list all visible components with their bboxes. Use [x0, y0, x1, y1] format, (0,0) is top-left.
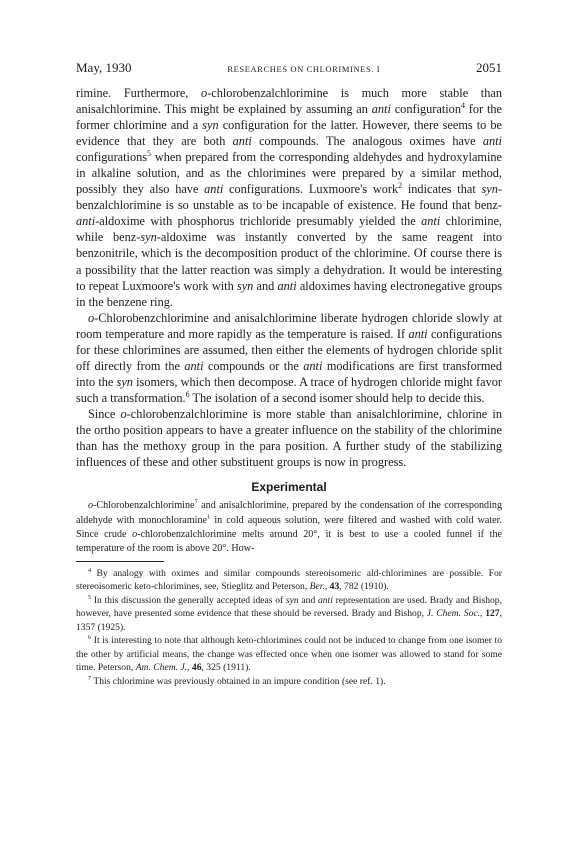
page-number: 2051 — [476, 60, 502, 75]
italic-text: anti — [204, 182, 224, 197]
italic-text: J. Chem. Soc. — [426, 608, 481, 620]
footnote-rule — [76, 561, 164, 562]
footnote-ref: 1 — [206, 513, 211, 521]
paragraph-2: o-Chlorobenzchlorimine and anisalchlorimine liberate hydrogen chloride slowly at room temperature and more rapidly as the temperature is raised. If anti configurations for these chlorimines are assumed, then either the elements of hydrogen chloride split off directly from the anti compounds or the anti modifications are first transformed into the syn isomers, which then decompose. A trace of hydrogen chloride might favor such a transformation.$^6$ The isolation of a second isomer should help to decide this. — [76, 310, 503, 405]
footnote-6: $^6$ It is interesting to note that although keto-chlorimines could not be induced to change from one isomer to the other by artificial means, the change was effected once when one isomer was allowed to stand for some time. Peterson, Am. Chem. J., 46, 325 (1911). — [76, 634, 502, 674]
footnote-ref: 2 — [398, 181, 403, 191]
italic-text: syn — [481, 182, 498, 197]
bold-text: 127 — [485, 608, 500, 620]
italic-text: anti — [184, 358, 204, 373]
header-date: May, 1930 — [76, 60, 132, 75]
footnote-5: $^5$ In this discussion the generally accepted ideas of syn and anti representation are used. Brady and Bishop, however, have presented some evidence that these should be reversed. Brady and Bishop, J. Chem. Soc., 127, 1357 (1925). — [76, 593, 502, 633]
italic-text: Am. Chem. J. — [135, 662, 188, 674]
body-text — [76, 85, 502, 470]
section-title-experimental: Experimental — [251, 480, 327, 495]
experimental-section — [76, 499, 502, 557]
italic-text: o — [201, 86, 208, 100]
italic-text: o — [120, 406, 127, 421]
footnote-4: $^4$ By analogy with oximes and similar compounds stereoisomeric ald-chlorimines are possible. For stereoisomeric keto-chlorimines, see, Stieglitz and Peterson, Ber., 43, 782 (1910). — [76, 566, 502, 593]
footnote-ref: 6 — [185, 389, 190, 399]
italic-text: anti — [303, 358, 323, 373]
italic-text: anti — [76, 214, 96, 229]
footnote-ref: 5 — [147, 149, 152, 159]
italic-text: o — [88, 500, 94, 512]
bold-text: 43 — [329, 581, 340, 593]
footnote-ref: 5 — [88, 593, 92, 601]
italic-text: anti — [277, 278, 297, 293]
paragraph-3: Since o-chlorobenzalchlorimine is more stable than anisalchlorimine, chlorine in the ortho position appears to have a greater influence on the stability of the chlorimine than has the methoxy group in the para position. A further study of the stabilizing influences of these and other substituent groups is now in progress. — [76, 406, 502, 470]
italic-text: anti — [408, 326, 428, 341]
italic-text: anti — [317, 594, 333, 606]
italic-text: o — [132, 528, 138, 540]
paragraph-1: rimine. Furthermore, o-chlorobenzalchlorimine is much more stable than anisalchlorimine. This might be explained by assuming an anti configuration$^4$ for the former chlorimine and a syn configuration for the latter. However, there seems to be evidence that they are both anti compounds. The analogous oximes have anti configurations$^5$ when prepared from the corresponding aldehydes and hydroxylamine in alkaline solution, and as the chlorimines were prepared by a similar method, possibly they also have anti configurations. Luxmoore's work$^2$ indicates that syn-benzalchlorimine is so unstable as to be incapable of existence. He found that benz-anti-aldoxime with phosphorus trichloride presumably yielded the anti chlorimine, while benz-syn-aldoxime was instantly converted by the same reagent into benzonitrile, which is the decomposition product of the chlorimine. Of course there is a possibility that the latter reaction was simply a dehydration. It would be interesting to repeat Luxmoore's work with syn and anti aldoximes having electronegative groups in the benzene ring. — [76, 86, 503, 309]
bold-text: 46 — [191, 662, 202, 674]
italic-text: Ber. — [309, 581, 325, 593]
italic-text: syn — [202, 118, 219, 133]
footnote-ref: 4 — [460, 100, 465, 110]
footnote-ref: 7 — [88, 674, 92, 682]
footnote-ref: 7 — [194, 498, 198, 506]
italic-text: syn — [285, 594, 299, 606]
footnote-ref: 6 — [88, 634, 92, 642]
header-running-title: RESEARCHES ON CHLORIMINES. I — [227, 64, 381, 74]
experimental-paragraph: o-Chlorobenzalchlorimine$^7$ and anisalchlorimine, prepared by the condensation of the corresponding aldehyde with monochloramine$^1$ in cold aqueous solution, were filtered and washed with cold water. Since crude o-chlorobenzalchlorimine melts around 20°, it is best to use a cooled funnel if the temperature of the room is above 20°. How- — [76, 498, 502, 555]
italic-text: anti — [371, 102, 391, 117]
italic-text: syn — [140, 230, 157, 245]
italic-text: o — [88, 310, 95, 325]
italic-text: anti — [421, 214, 441, 229]
italic-text: anti — [232, 134, 252, 149]
journal-page — [76, 60, 502, 688]
italic-text: syn — [236, 278, 254, 293]
footnote-7: $^7$ This chlorimine was previously obtained in an impure condition (see ref. 1). — [88, 674, 386, 687]
running-header — [76, 60, 502, 76]
footnotes — [76, 567, 502, 689]
footnote-ref: 4 — [88, 566, 92, 574]
italic-text: anti — [482, 134, 502, 149]
italic-text: syn — [116, 374, 133, 389]
